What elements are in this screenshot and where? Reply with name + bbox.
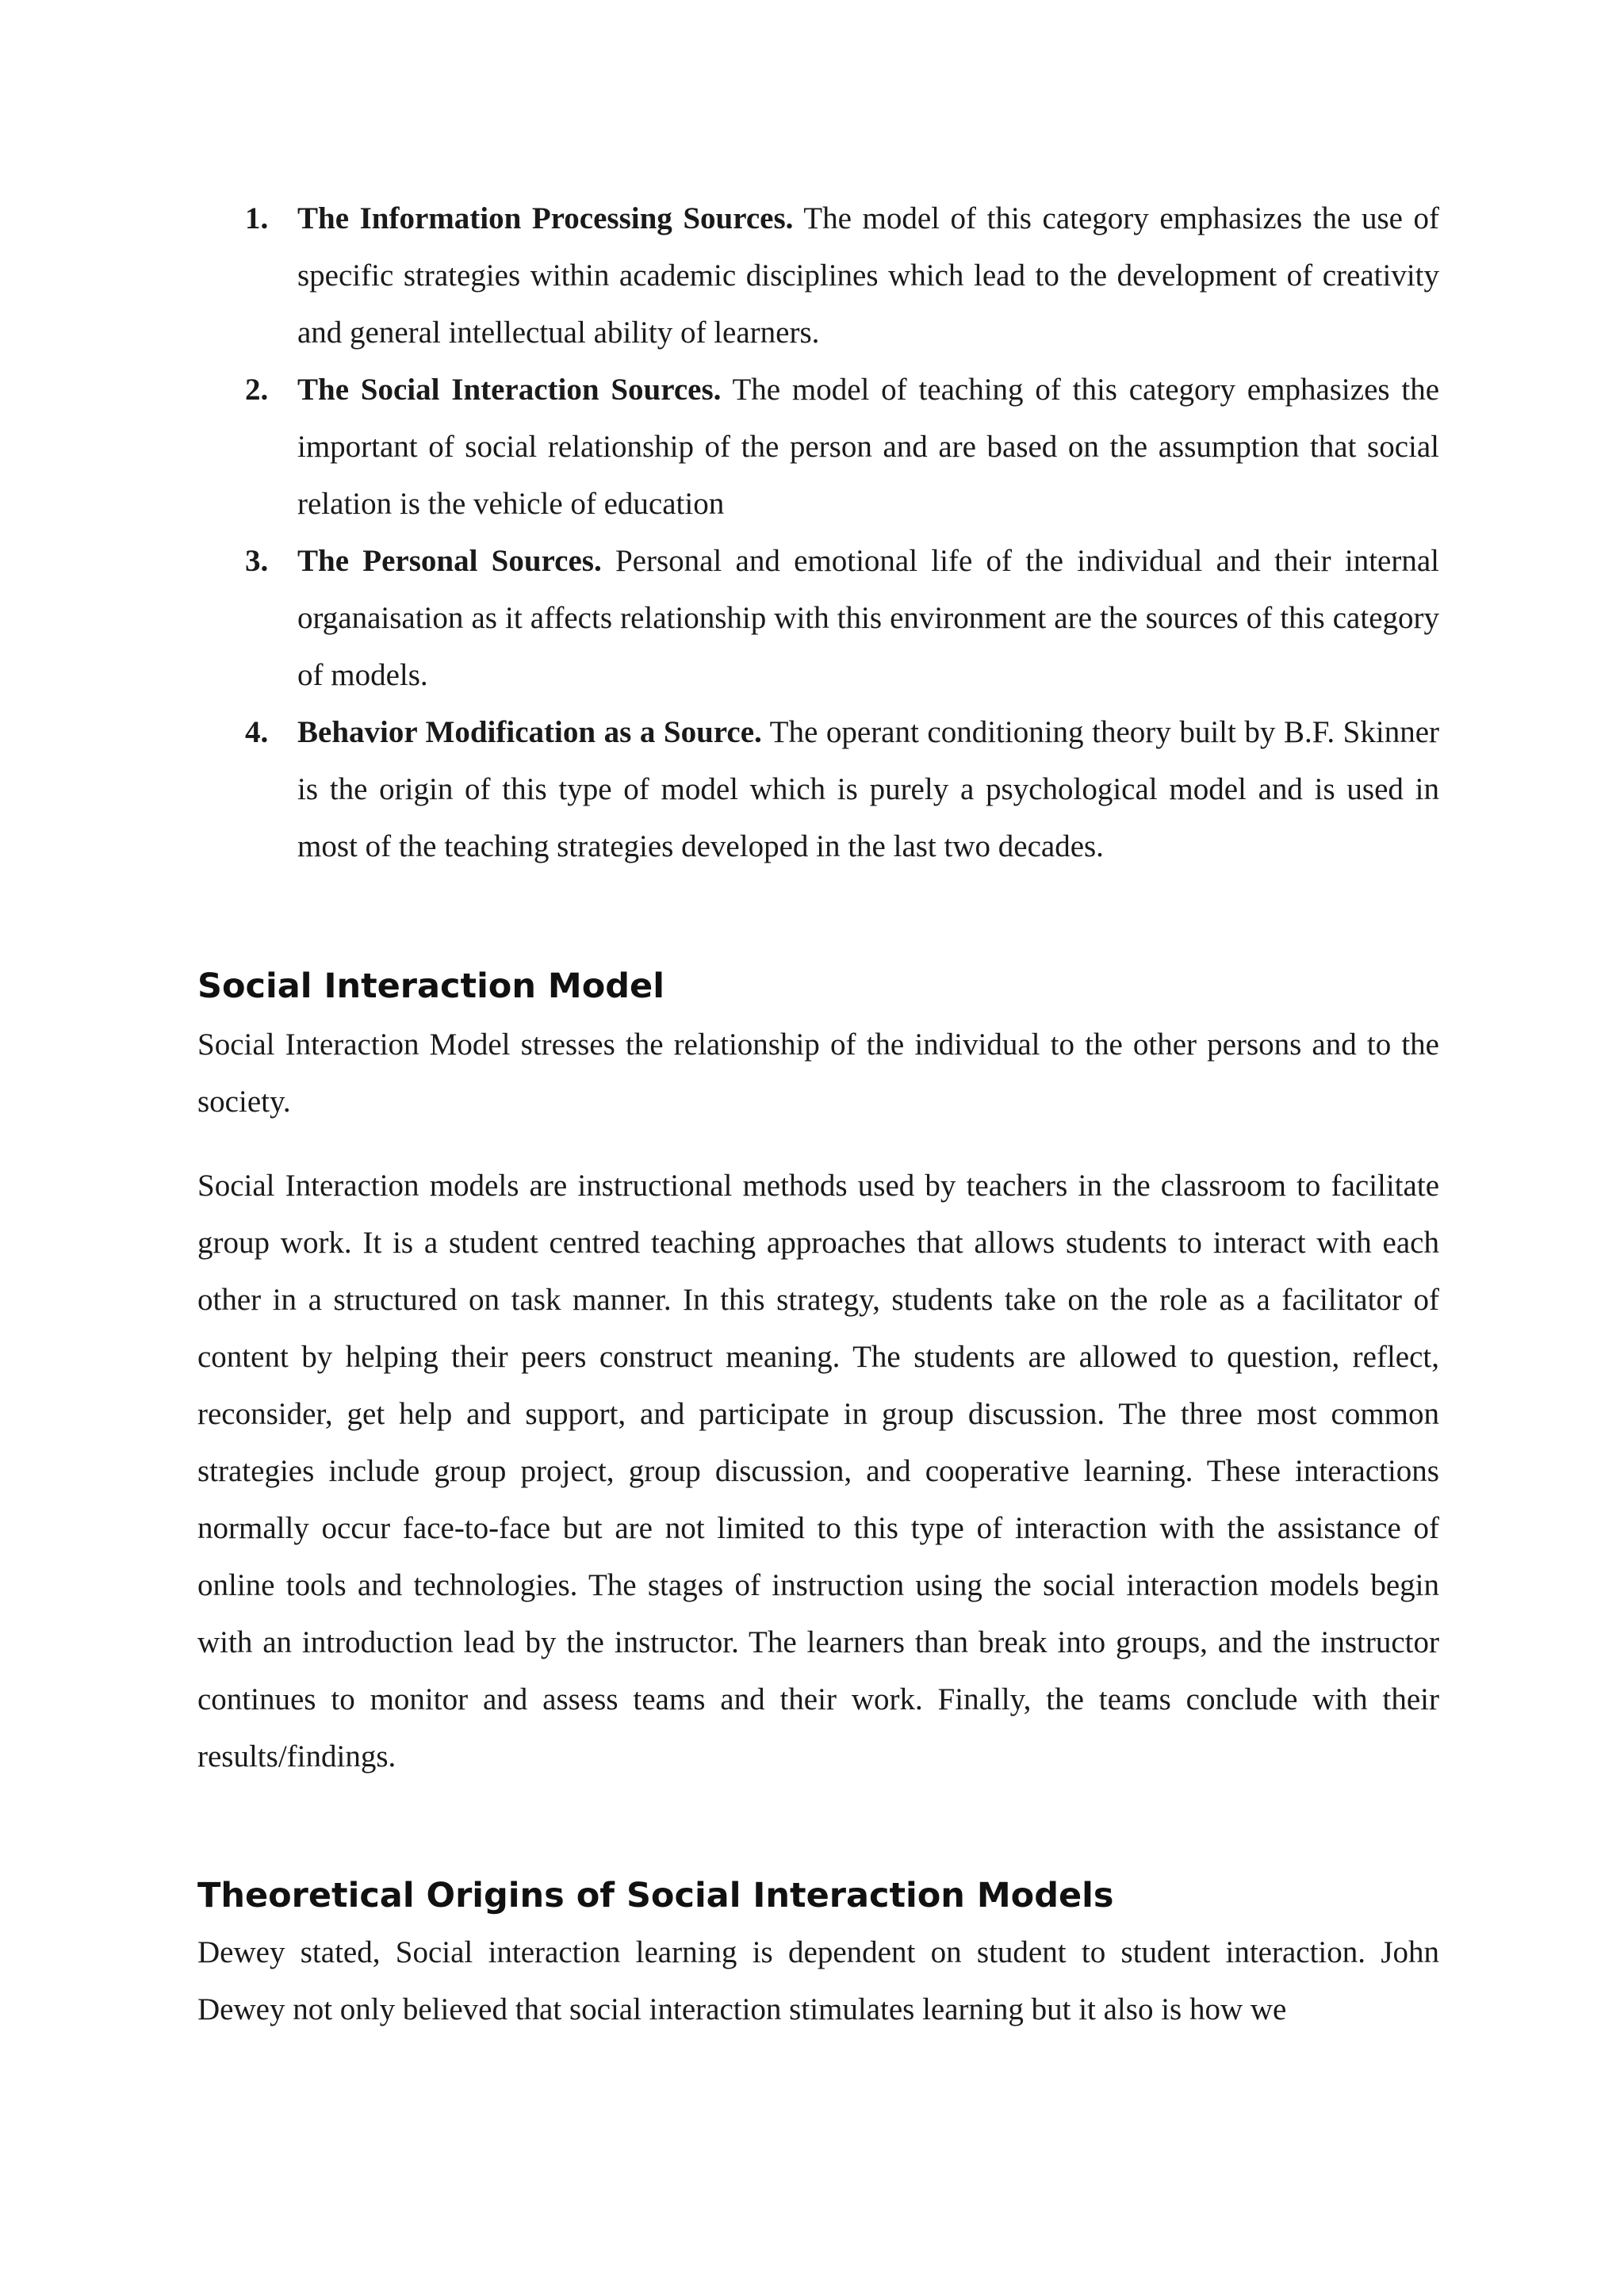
list-item (197, 704, 1439, 875)
list-item-text: The model of teaching of this category emphasizes the important of social relationship of the person and are based on the assumption that social relation is the vehicle of education (297, 373, 1440, 521)
body-paragraph: Dewey stated, Social interaction learning is dependent on student to student interaction. John Dewey not only believed that social interaction stimulates learning but it also is how we (197, 1935, 1439, 2026)
section-heading-theoretical-origins: Theoretical Origins of Social Interaction Models (197, 1876, 1114, 1915)
list-item (197, 190, 1439, 362)
list-item (197, 362, 1439, 533)
list-item-number: 2. (245, 373, 269, 407)
list-item-lead: The Social Interaction Sources. (297, 373, 722, 407)
list-item-number: 1. (245, 201, 269, 235)
list-item-lead: The Information Processing Sources. (297, 201, 794, 235)
body-paragraph: Social Interaction models are instructional methods used by teachers in the classroom to facilitate group work. It is a student centred teaching approaches that allows students to interact with each other in a structured on task manner. In this strategy, students take on the role as a facilitator of content by helping their peers construct meaning. The students are allowed to question, reflect, reconsider, get help and support, and participate in group discussion. The three most common strategies include group project, group discussion, and cooperative learning. These interactions normally occur face-to-face but are not limited to this type of interaction with the assistance of online tools and technologies. The stages of instruction using the social interaction models begin with an introduction lead by the instructor. The learners than break into groups, and the instructor continues to monitor and assess teams and their work. Finally, the teams conclude with their results/findings. (197, 1169, 1439, 1774)
list-item-lead: The Personal Sources. (297, 544, 602, 578)
list-item-text: The model of this category emphasizes the use of specific strategies within academic disciplines which lead to the development of creativity and general intellectual ability of learners. (297, 201, 1440, 350)
body-paragraph: Social Interaction Model stresses the relationship of the individual to the other persons and to the society. (197, 1027, 1439, 1119)
list-item-number: 3. (245, 544, 269, 578)
section-heading-social-interaction-model: Social Interaction Model (197, 966, 665, 1006)
page-content (197, 190, 1439, 2038)
list-item-number: 4. (245, 715, 269, 749)
list-item (197, 533, 1439, 704)
list-item-lead: Behavior Modification as a Source. (297, 715, 762, 749)
list-item-text: The operant conditioning theory built by B.F. Skinner is the origin of this type of model which is purely a psychological model and is used in most of the teaching strategies developed in the last two decades. (297, 715, 1439, 863)
sources-numbered-list (197, 190, 1439, 875)
list-item-text: Personal and emotional life of the individual and their internal organaisation as it affects relationship with this environment are the sources of this category of models. (297, 544, 1439, 692)
